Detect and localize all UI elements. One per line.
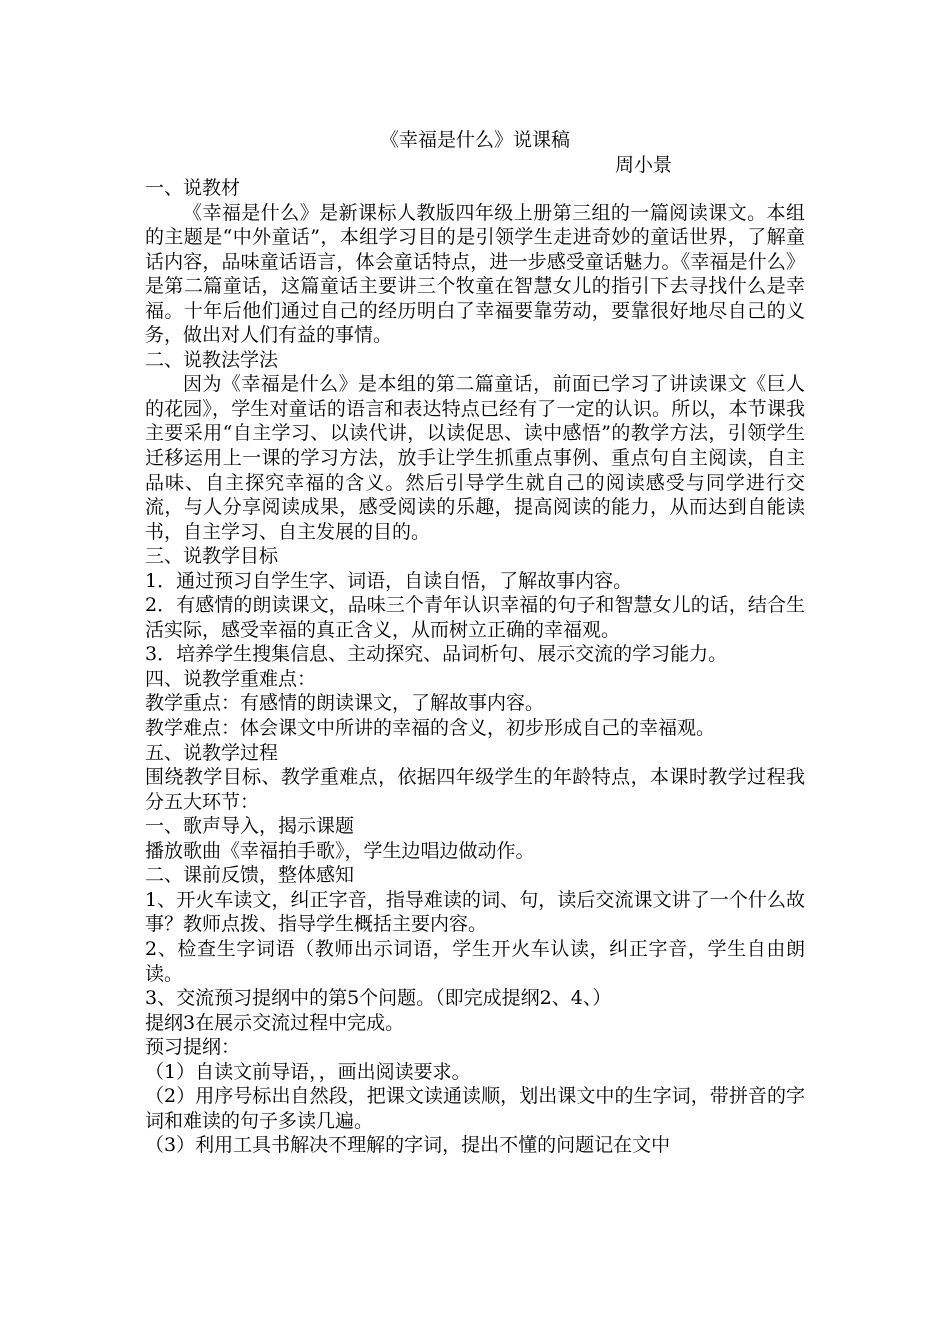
list-item: （1）自读文前导语，，画出阅读要求。 xyxy=(145,1060,471,1083)
section-heading: 三、说教学目标 xyxy=(145,545,279,568)
document-title: 《幸福是什么》说课稿 xyxy=(379,129,570,151)
section-heading: 四、说教学重难点： xyxy=(145,667,317,690)
paragraph: 预习提纲： xyxy=(145,1036,241,1059)
section-heading: 二、说教法学法 xyxy=(145,348,279,371)
section-heading: 五、说教学过程 xyxy=(145,741,279,764)
section-heading: 一、歌声导入，揭示课题 xyxy=(145,815,355,838)
paragraph: 提纲3在展示交流过程中完成。 xyxy=(145,1011,405,1034)
paragraph: 教学重点：有感情的朗读课文，了解故事内容。 xyxy=(145,692,545,715)
paragraph: 围绕教学目标、教学重难点，依据四年级学生的年龄特点，本课时教学过程我分五大环节： xyxy=(145,766,805,813)
section-heading: 一、说教材 xyxy=(145,177,241,199)
author-name: 周小景 xyxy=(615,154,673,176)
list-item: 2．有感情的朗读课文，品味三个青年认识幸福的句子和智慧女儿的话，结合生活实际，感受幸福的真正含义，从而树立正确的幸福观。 xyxy=(145,594,805,641)
list-item: 3．培养学生搜集信息、主动探究、品词析句、展示交流的学习能力。 xyxy=(145,643,728,666)
list-item: 1．通过预习自学生字、词语，自读自悟，了解故事内容。 xyxy=(145,569,633,592)
list-item: 3、交流预习提纲中的第5个问题。（即完成提纲2、4、） xyxy=(145,987,612,1010)
list-item: 1、开火车读文，纠正字音，指导难读的词、句，读后交流课文讲了一个什么故事？教师点拨、指导学生概括主要内容。 xyxy=(145,888,805,936)
section-heading: 二、课前反馈，整体感知 xyxy=(145,864,355,887)
paragraph: 《幸福是什么》是新课标人教版四年级上册第三组的一篇阅读课文。本组的主题是“中外童话”，本组学习目的是引领学生走进奇妙的童话世界，了解童话内容，品味童话语言，体会童话特点，进一步感受童话魅力。《幸福是什么》是第二篇童话，这篇童话主要讲三个牧童在智慧女儿的指引下去寻找什么是幸福。十年后他们通过自己的经历明白了幸福要靠劳动，要靠很好地尽自己的义务，做出对人们有益的事情。 xyxy=(145,201,805,347)
paragraph: 因为《幸福是什么》是本组的第二篇童话，前面已学习了讲读课文《巨人的花园》，学生对童话的语言和表达特点已经有了一定的认识。所以，本节课我主要采用“自主学习、以读代讲，以读促思、读中感悟”的教学方法，引领学生迁移运用上一课的学习方法，放手让学生抓重点事例、重点句自主阅读，自主品味、自主探究幸福的含义。然后引导学生就自己的阅读感受与同学进行交流，与人分享阅读成果，感受阅读的乐趣，提高阅读的能力，从而达到自能读书，自主学习、自主发展的目的。 xyxy=(145,373,805,543)
list-item: （2）用序号标出自然段，把课文读通读顺，划出课文中的生字词，带拼音的字词和难读的句子多读几遍。 xyxy=(145,1085,805,1132)
paragraph: 播放歌曲《幸福拍手歌》，学生边唱边做动作。 xyxy=(145,839,535,862)
list-item: 2、检查生字词语（教师出示词语，学生开火车认读，纠正字音，学生自由朗读。 xyxy=(145,937,805,985)
paragraph: 教学难点：体会课文中所讲的幸福的含义，初步形成自己的幸福观。 xyxy=(145,717,716,740)
document-body xyxy=(145,176,805,1158)
list-item: （3）利用工具书解决不理解的字词，提出不懂的问题记在文中 xyxy=(145,1134,671,1157)
